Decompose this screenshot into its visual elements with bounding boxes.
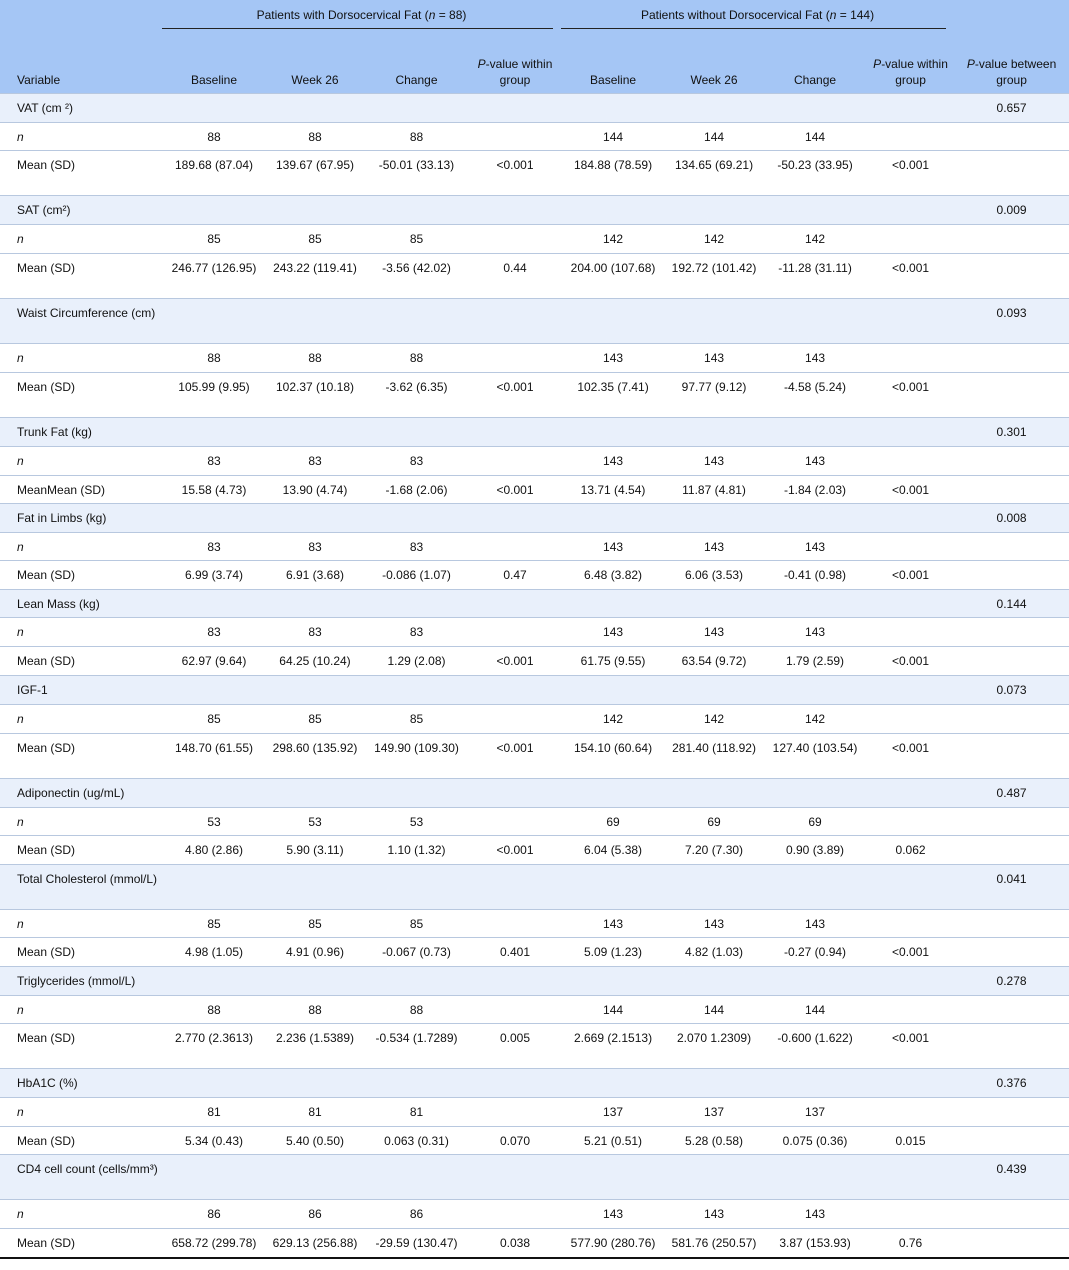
section-row [0, 418, 1069, 447]
mean-value: -0.27 (0.94) [763, 938, 867, 967]
mean-value: <0.001 [469, 734, 561, 779]
mean-row [0, 561, 1069, 590]
mean-value: 629.13 (256.88) [266, 1229, 364, 1259]
n-row [0, 996, 1069, 1024]
mean-value: 2.669 (2.1513) [561, 1024, 665, 1069]
mean-value: 2.770 (2.3613) [162, 1024, 266, 1069]
n-label: n [0, 447, 162, 476]
mean-row [0, 938, 1069, 967]
n-value: 143 [561, 618, 665, 647]
p-between-value: 0.009 [954, 196, 1069, 225]
mean-row [0, 254, 1069, 299]
mean-value: 5.21 (0.51) [561, 1127, 665, 1155]
n-label: n [0, 1200, 162, 1229]
mean-label: Mean (SD) [0, 561, 162, 590]
n-label: n [0, 533, 162, 561]
n-value: 144 [763, 996, 867, 1024]
mean-value: 0.063 (0.31) [364, 1127, 469, 1155]
mean-row [0, 1024, 1069, 1069]
p-between-value: 0.301 [954, 418, 1069, 447]
mean-value: 105.99 (9.95) [162, 373, 266, 418]
section-label: Adiponectin (ug/mL) [0, 779, 954, 808]
week26-column-header: Week 26 [266, 29, 364, 94]
mean-value: 102.35 (7.41) [561, 373, 665, 418]
n-value: 143 [665, 618, 763, 647]
n-value: 83 [266, 533, 364, 561]
mean-value: <0.001 [469, 836, 561, 865]
n-value: 83 [364, 447, 469, 476]
mean-value: 4.91 (0.96) [266, 938, 364, 967]
n-value: 143 [763, 447, 867, 476]
mean-value: 4.82 (1.03) [665, 938, 763, 967]
n-value: 142 [763, 225, 867, 254]
mean-value: 1.79 (2.59) [763, 647, 867, 676]
mean-value: <0.001 [469, 647, 561, 676]
mean-value: 127.40 (103.54) [763, 734, 867, 779]
mean-value: 97.77 (9.12) [665, 373, 763, 418]
mean-value: 154.10 (60.64) [561, 734, 665, 779]
mean-value: <0.001 [867, 734, 954, 779]
n-value: 143 [665, 447, 763, 476]
n-value: 85 [162, 705, 266, 734]
mean-value: -0.600 (1.622) [763, 1024, 867, 1069]
mean-value: <0.001 [867, 647, 954, 676]
section-row [0, 504, 1069, 533]
mean-value: -3.56 (42.02) [364, 254, 469, 299]
mean-value: -29.59 (130.47) [364, 1229, 469, 1259]
n-value: 69 [665, 808, 763, 836]
group-with-header: Patients with Dorsocervical Fat (n = 88) [162, 0, 561, 29]
n-row [0, 618, 1069, 647]
n-value: 85 [364, 910, 469, 938]
n-row [0, 123, 1069, 151]
n-value: 85 [162, 910, 266, 938]
n-label: n [0, 996, 162, 1024]
mean-value: 246.77 (126.95) [162, 254, 266, 299]
mean-row [0, 1127, 1069, 1155]
n-value: 143 [561, 447, 665, 476]
mean-value: 13.90 (4.74) [266, 476, 364, 504]
mean-label: Mean (SD) [0, 373, 162, 418]
n-value: 143 [665, 1200, 763, 1229]
mean-value: 5.90 (3.11) [266, 836, 364, 865]
mean-value: 204.00 (107.68) [561, 254, 665, 299]
mean-value: -50.23 (33.95) [763, 151, 867, 196]
n-value: 88 [364, 344, 469, 373]
n-value: 85 [266, 705, 364, 734]
mean-row [0, 836, 1069, 865]
n-value: 143 [561, 533, 665, 561]
section-label: HbA1C (%) [0, 1069, 954, 1098]
mean-value: 13.71 (4.54) [561, 476, 665, 504]
n-row [0, 705, 1069, 734]
n-value: 137 [763, 1098, 867, 1127]
mean-value: 581.76 (250.57) [665, 1229, 763, 1259]
n-value: 53 [266, 808, 364, 836]
mean-value: 577.90 (280.76) [561, 1229, 665, 1259]
section-row [0, 1069, 1069, 1098]
n-label: n [0, 225, 162, 254]
n-value: 142 [561, 225, 665, 254]
n-value: 143 [561, 910, 665, 938]
section-label: SAT (cm²) [0, 196, 954, 225]
mean-value: 0.005 [469, 1024, 561, 1069]
n-row [0, 344, 1069, 373]
n-value: 143 [763, 618, 867, 647]
table-body [0, 94, 1069, 1259]
n-row [0, 225, 1069, 254]
n-value: 81 [162, 1098, 266, 1127]
n-value: 86 [162, 1200, 266, 1229]
mean-value: 6.99 (3.74) [162, 561, 266, 590]
n-value: 88 [162, 344, 266, 373]
n-value: 143 [763, 344, 867, 373]
n-value: 88 [162, 996, 266, 1024]
n-value: 81 [266, 1098, 364, 1127]
section-row [0, 94, 1069, 123]
section-label: IGF-1 [0, 676, 954, 705]
section-label: Waist Circumference (cm) [0, 299, 954, 344]
mean-label: Mean (SD) [0, 647, 162, 676]
n-value: 53 [364, 808, 469, 836]
mean-label: Mean (SD) [0, 938, 162, 967]
mean-value: 148.70 (61.55) [162, 734, 266, 779]
n-value: 143 [665, 533, 763, 561]
mean-value: <0.001 [469, 151, 561, 196]
n-value: 85 [266, 910, 364, 938]
n-value: 142 [763, 705, 867, 734]
section-row [0, 865, 1069, 910]
n-label: n [0, 910, 162, 938]
n-value: 142 [665, 705, 763, 734]
mean-value: 0.44 [469, 254, 561, 299]
mean-label: Mean (SD) [0, 734, 162, 779]
n-value: 144 [665, 123, 763, 151]
mean-value: <0.001 [867, 254, 954, 299]
n-row [0, 447, 1069, 476]
section-row [0, 1155, 1069, 1200]
mean-value: 0.070 [469, 1127, 561, 1155]
mean-value: <0.001 [867, 561, 954, 590]
change-column-header: Change [364, 29, 469, 94]
mean-value: 5.09 (1.23) [561, 938, 665, 967]
mean-value: 102.37 (10.18) [266, 373, 364, 418]
mean-value: 5.40 (0.50) [266, 1127, 364, 1155]
mean-value: 189.68 (87.04) [162, 151, 266, 196]
n-value: 83 [364, 533, 469, 561]
mean-row [0, 734, 1069, 779]
n-row [0, 1098, 1069, 1127]
n-value: 143 [763, 533, 867, 561]
mean-value: 2.236 (1.5389) [266, 1024, 364, 1069]
mean-value: 5.28 (0.58) [665, 1127, 763, 1155]
mean-value: <0.001 [867, 151, 954, 196]
mean-value: -0.086 (1.07) [364, 561, 469, 590]
p-within-column-header: P-value within group [867, 29, 954, 94]
n-value: 69 [561, 808, 665, 836]
n-value: 88 [266, 996, 364, 1024]
section-label: Lean Mass (kg) [0, 590, 954, 618]
p-within-column-header: P-value within group [469, 29, 561, 94]
mean-value: 149.90 (109.30) [364, 734, 469, 779]
mean-label: Mean (SD) [0, 254, 162, 299]
mean-label: Mean (SD) [0, 1024, 162, 1069]
mean-value: <0.001 [867, 476, 954, 504]
section-row [0, 779, 1069, 808]
mean-value: 61.75 (9.55) [561, 647, 665, 676]
mean-value: 4.80 (2.86) [162, 836, 266, 865]
mean-value: 139.67 (67.95) [266, 151, 364, 196]
p-between-value: 0.093 [954, 299, 1069, 344]
section-label: VAT (cm ²) [0, 94, 954, 123]
section-label: Fat in Limbs (kg) [0, 504, 954, 533]
mean-value: <0.001 [867, 938, 954, 967]
n-value: 83 [364, 618, 469, 647]
n-value: 85 [364, 225, 469, 254]
n-label: n [0, 618, 162, 647]
n-label: n [0, 1098, 162, 1127]
mean-value: <0.001 [469, 476, 561, 504]
p-between-value: 0.439 [954, 1155, 1069, 1200]
n-label: n [0, 123, 162, 151]
p-between-value: 0.278 [954, 967, 1069, 996]
section-row [0, 676, 1069, 705]
n-value: 143 [763, 1200, 867, 1229]
mean-value: 0.76 [867, 1229, 954, 1259]
n-value: 83 [162, 447, 266, 476]
variable-column-header: Variable [0, 29, 162, 94]
mean-value: 0.038 [469, 1229, 561, 1259]
n-value: 86 [364, 1200, 469, 1229]
n-value: 88 [266, 344, 364, 373]
mean-value: 0.015 [867, 1127, 954, 1155]
mean-label: Mean (SD) [0, 1127, 162, 1155]
mean-value: -3.62 (6.35) [364, 373, 469, 418]
n-value: 83 [162, 618, 266, 647]
mean-value: 11.87 (4.81) [665, 476, 763, 504]
mean-value: 5.34 (0.43) [162, 1127, 266, 1155]
mean-value: 243.22 (119.41) [266, 254, 364, 299]
mean-value: 281.40 (118.92) [665, 734, 763, 779]
n-row [0, 1200, 1069, 1229]
mean-value: 15.58 (4.73) [162, 476, 266, 504]
p-between-value: 0.041 [954, 865, 1069, 910]
mean-value: 0.90 (3.89) [763, 836, 867, 865]
mean-value: <0.001 [867, 1024, 954, 1069]
n-value: 88 [266, 123, 364, 151]
mean-value: 192.72 (101.42) [665, 254, 763, 299]
n-value: 137 [561, 1098, 665, 1127]
section-label: Trunk Fat (kg) [0, 418, 954, 447]
p-between-value: 0.376 [954, 1069, 1069, 1098]
n-value: 88 [364, 123, 469, 151]
mean-value: 62.97 (9.64) [162, 647, 266, 676]
mean-value: 2.070 1.2309) [665, 1024, 763, 1069]
week26-column-header: Week 26 [665, 29, 763, 94]
p-between-value: 0.008 [954, 504, 1069, 533]
n-value: 88 [364, 996, 469, 1024]
mean-row [0, 1229, 1069, 1259]
mean-value: <0.001 [867, 373, 954, 418]
n-label: n [0, 705, 162, 734]
section-row [0, 196, 1069, 225]
section-label: Total Cholesterol (mmol/L) [0, 865, 954, 910]
change-column-header: Change [763, 29, 867, 94]
p-between-value: 0.657 [954, 94, 1069, 123]
mean-value: 6.91 (3.68) [266, 561, 364, 590]
mean-row [0, 476, 1069, 504]
n-value: 142 [561, 705, 665, 734]
mean-value: 4.98 (1.05) [162, 938, 266, 967]
mean-row [0, 647, 1069, 676]
mean-value: -0.41 (0.98) [763, 561, 867, 590]
mean-value: 298.60 (135.92) [266, 734, 364, 779]
n-row [0, 910, 1069, 938]
section-row [0, 967, 1069, 996]
n-value: 143 [561, 344, 665, 373]
baseline-column-header: Baseline [561, 29, 665, 94]
mean-value: -0.067 (0.73) [364, 938, 469, 967]
mean-label: Mean (SD) [0, 151, 162, 196]
mean-value: 6.06 (3.53) [665, 561, 763, 590]
baseline-column-header: Baseline [162, 29, 266, 94]
n-value: 88 [162, 123, 266, 151]
mean-value: -0.534 (1.7289) [364, 1024, 469, 1069]
n-value: 86 [266, 1200, 364, 1229]
n-value: 144 [763, 123, 867, 151]
mean-row [0, 151, 1069, 196]
mean-label: MeanMean (SD) [0, 476, 162, 504]
section-row [0, 590, 1069, 618]
n-value: 81 [364, 1098, 469, 1127]
mean-value: 0.075 (0.36) [763, 1127, 867, 1155]
n-value: 83 [266, 618, 364, 647]
n-value: 143 [665, 910, 763, 938]
mean-value: 184.88 (78.59) [561, 151, 665, 196]
mean-label: Mean (SD) [0, 1229, 162, 1259]
mean-value: 1.10 (1.32) [364, 836, 469, 865]
mean-value: 0.47 [469, 561, 561, 590]
mean-value: 64.25 (10.24) [266, 647, 364, 676]
section-label: Triglycerides (mmol/L) [0, 967, 954, 996]
mean-value: 6.48 (3.82) [561, 561, 665, 590]
mean-value: -1.84 (2.03) [763, 476, 867, 504]
n-row [0, 533, 1069, 561]
p-between-value: 0.144 [954, 590, 1069, 618]
group-without-header: Patients without Dorsocervical Fat (n = 144) [561, 0, 954, 29]
mean-value: 0.062 [867, 836, 954, 865]
mean-value: 6.04 (5.38) [561, 836, 665, 865]
mean-value: 1.29 (2.08) [364, 647, 469, 676]
mean-value: 63.54 (9.72) [665, 647, 763, 676]
n-label: n [0, 808, 162, 836]
n-value: 137 [665, 1098, 763, 1127]
n-value: 142 [665, 225, 763, 254]
mean-value: 134.65 (69.21) [665, 151, 763, 196]
n-value: 144 [561, 123, 665, 151]
n-value: 85 [266, 225, 364, 254]
n-value: 83 [162, 533, 266, 561]
n-row [0, 808, 1069, 836]
mean-value: <0.001 [469, 373, 561, 418]
mean-value: 7.20 (7.30) [665, 836, 763, 865]
n-value: 143 [561, 1200, 665, 1229]
n-value: 83 [266, 447, 364, 476]
n-value: 85 [364, 705, 469, 734]
n-value: 69 [763, 808, 867, 836]
mean-label: Mean (SD) [0, 836, 162, 865]
n-value: 53 [162, 808, 266, 836]
mean-value: -50.01 (33.13) [364, 151, 469, 196]
mean-row [0, 373, 1069, 418]
p-between-value: 0.073 [954, 676, 1069, 705]
p-between-value: 0.487 [954, 779, 1069, 808]
n-value: 144 [561, 996, 665, 1024]
section-row [0, 299, 1069, 344]
n-label: n [0, 344, 162, 373]
mean-value: -1.68 (2.06) [364, 476, 469, 504]
mean-value: 0.401 [469, 938, 561, 967]
n-value: 143 [665, 344, 763, 373]
mean-value: -4.58 (5.24) [763, 373, 867, 418]
n-value: 144 [665, 996, 763, 1024]
p-between-column-header: P-value between group [954, 29, 1069, 94]
n-value: 143 [763, 910, 867, 938]
n-value: 85 [162, 225, 266, 254]
table-header [0, 0, 1069, 94]
mean-value: 658.72 (299.78) [162, 1229, 266, 1259]
mean-value: -11.28 (31.11) [763, 254, 867, 299]
section-label: CD4 cell count (cells/mm³) [0, 1155, 954, 1200]
mean-value: 3.87 (153.93) [763, 1229, 867, 1259]
